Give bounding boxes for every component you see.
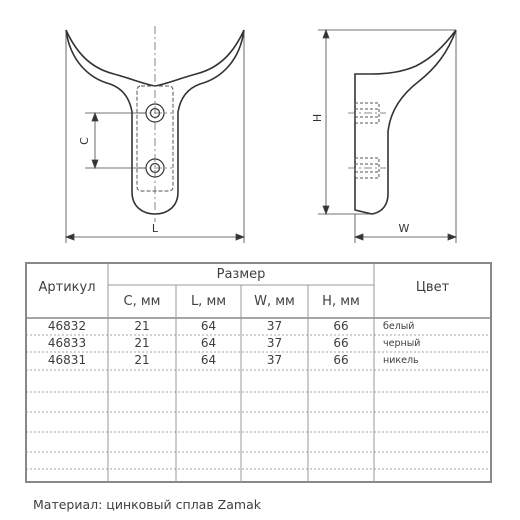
side-centerlines [348, 113, 386, 168]
cell-article: 46833 [47, 336, 87, 350]
side-screws [355, 103, 379, 178]
side-dimension-w [355, 30, 456, 243]
cell-c: 21 [134, 353, 150, 367]
cell-color: белый [383, 321, 415, 332]
header-l: L, мм [190, 294, 227, 309]
side-hook-outline [355, 30, 456, 214]
side-view [355, 30, 456, 214]
front-centerlines [138, 26, 172, 222]
header-c: C, мм [123, 294, 161, 309]
cell-color: черный [383, 338, 421, 349]
technical-drawing [0, 0, 520, 255]
cell-l: 64 [200, 353, 217, 367]
cell-h: 66 [333, 353, 349, 367]
header-article: Артикул [38, 280, 96, 295]
dimension-label-c: C [78, 137, 91, 145]
cell-l: 64 [200, 319, 217, 333]
cell-article: 46832 [47, 319, 87, 333]
dimension-label-h: H [311, 113, 324, 123]
cell-h: 66 [333, 319, 349, 333]
cell-h: 66 [333, 336, 349, 350]
material-note: Материал: цинковый сплав Zamak [33, 497, 261, 512]
cell-c: 21 [134, 336, 150, 350]
header-size: Размер [216, 267, 266, 282]
cell-l: 64 [200, 336, 217, 350]
spec-table [25, 262, 492, 483]
dimension-label-l: L [151, 222, 159, 235]
cell-c: 21 [134, 319, 150, 333]
cell-w: 37 [266, 336, 283, 350]
header-color: Цвет [415, 280, 450, 295]
side-dimension-h [318, 30, 456, 214]
cell-w: 37 [266, 353, 283, 367]
cell-w: 37 [266, 319, 283, 333]
cell-article: 46831 [47, 353, 87, 367]
dimension-label-w: W [398, 222, 410, 235]
header-h: H, мм [322, 294, 360, 309]
cell-color: никель [383, 355, 419, 366]
header-w: W, мм [254, 294, 295, 309]
